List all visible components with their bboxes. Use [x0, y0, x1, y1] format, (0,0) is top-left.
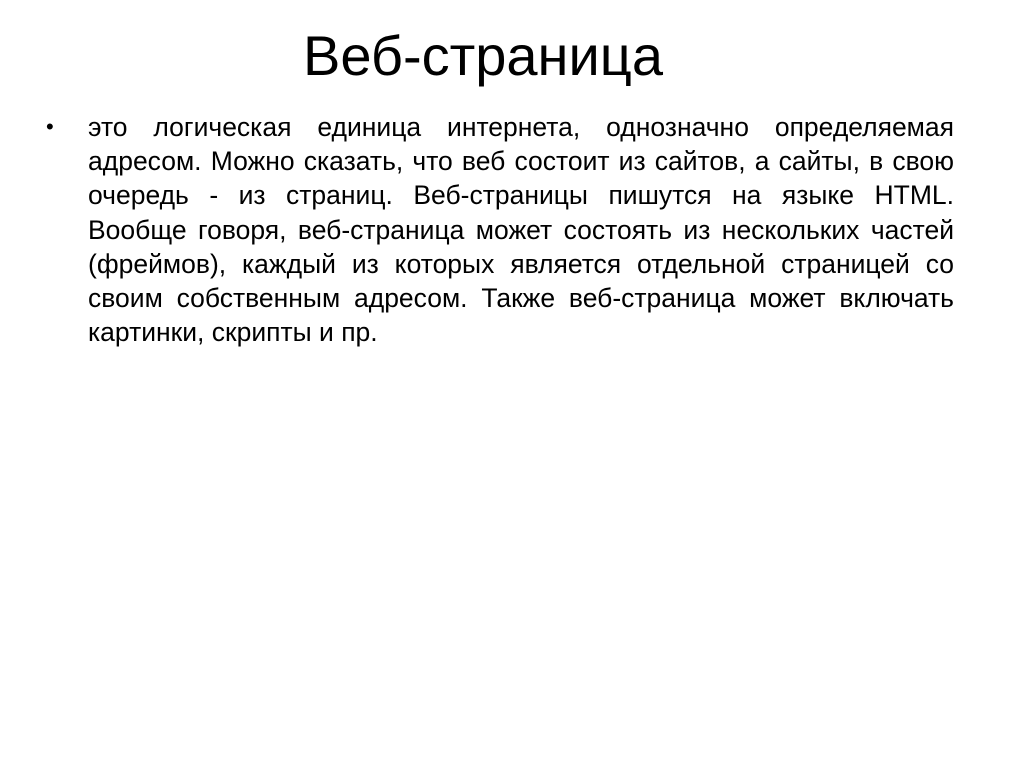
bullet-marker: • [46, 114, 54, 139]
slide-title: Веб-страница [303, 24, 663, 87]
bullet-list [46, 110, 954, 349]
bullet-item [46, 110, 954, 349]
bullet-text: это логическая единица интернета, однозначно определяемая адресом. Можно сказать, что веб состоит из сайтов, а сайты, в свою очередь - из страниц. Веб-страницы пишутся на языке HTML. Вообще говоря, веб-страница может состоять из нескольких частей (фреймов), каждый из которых является отдельной страницей со своим собственным адресом. Также веб-страница может включать картинки, скрипты и пр. [88, 112, 954, 348]
